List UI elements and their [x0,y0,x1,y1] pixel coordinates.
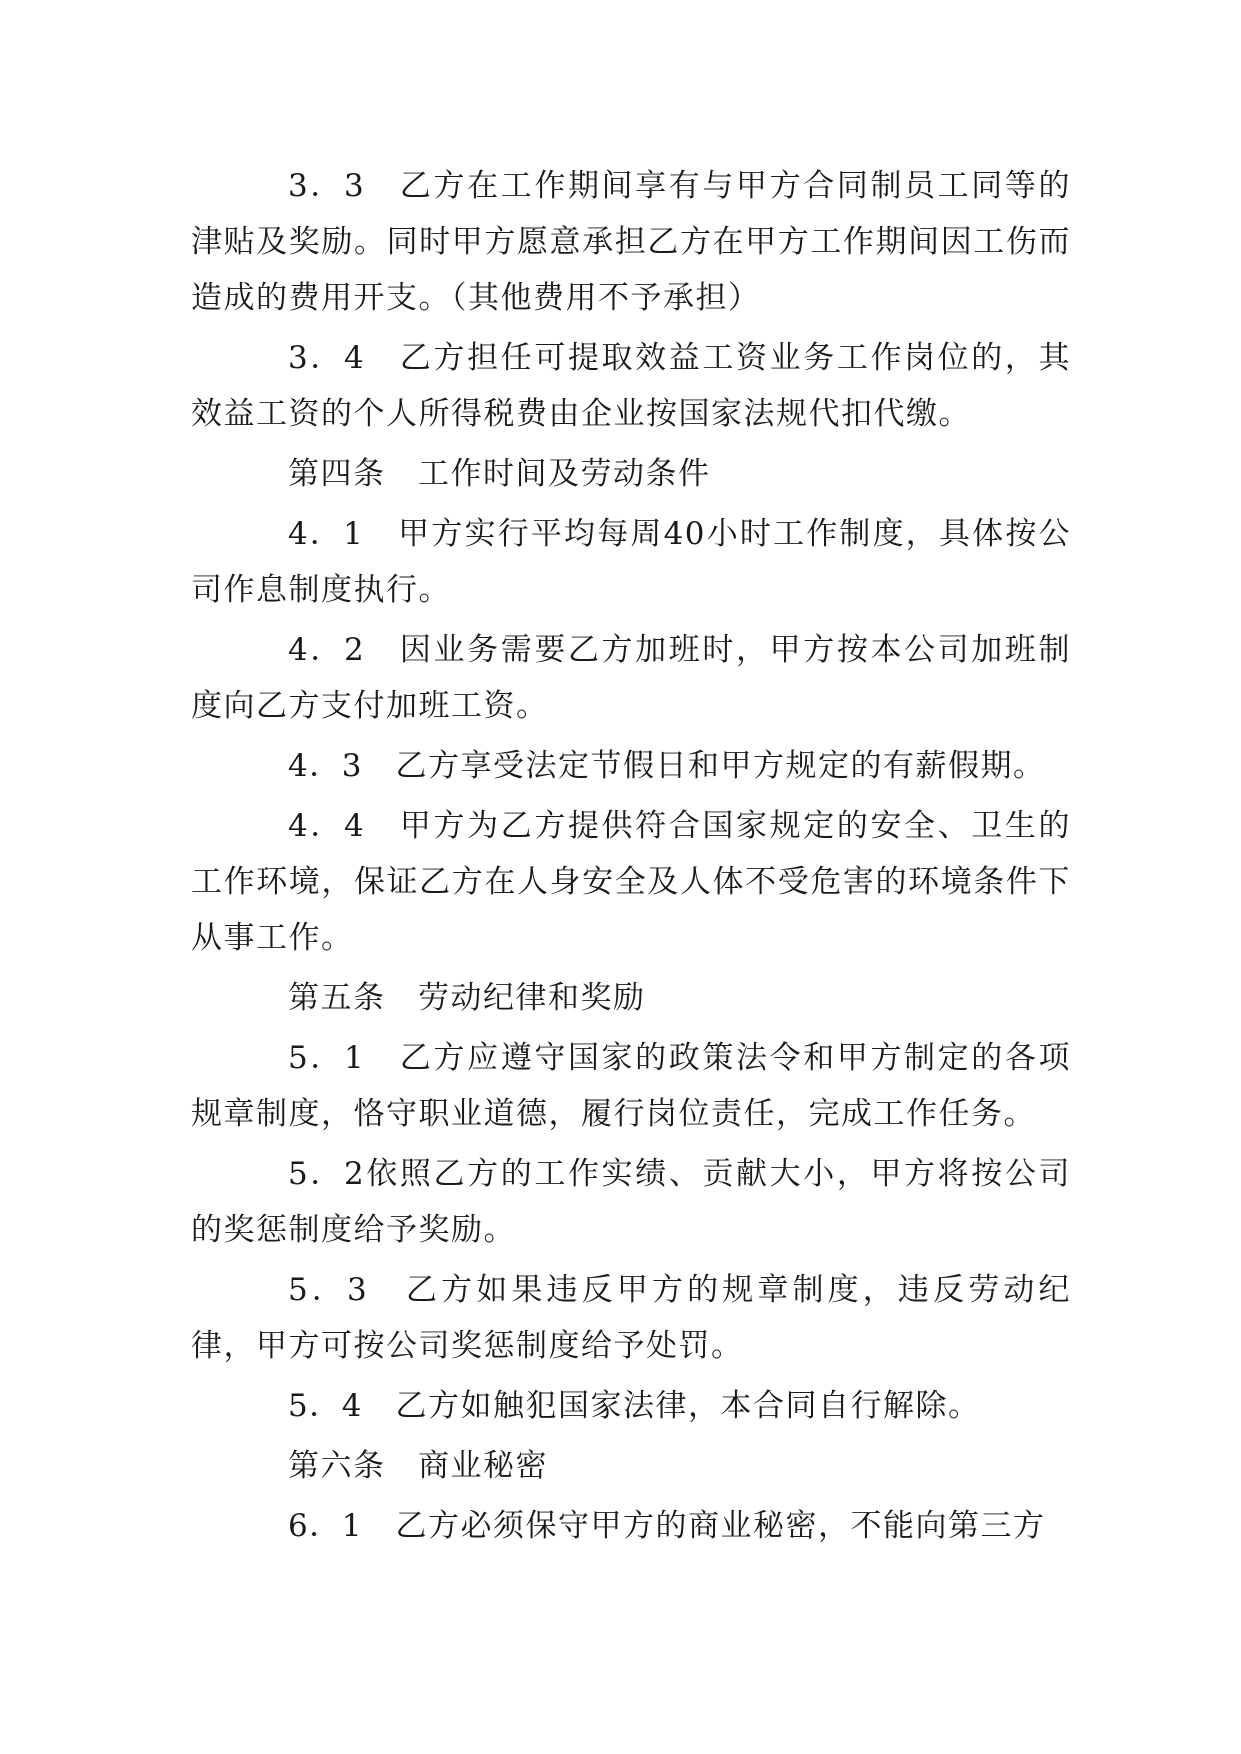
clause-5-4: 5．4 乙方如触犯国家法律，本合同自行解除。 [288,1388,981,1424]
clause-4-3: 4．3 乙方享受法定节假日和甲方规定的有薪假期。 [288,748,1046,784]
article-5-heading: 第五条 劳动纪律和奖励 [288,980,646,1016]
clause-3-4: 3．4 乙方担任可提取效益工资业务工作岗位的，其效益工资的个人所得税费由企业按国家法规代扣代缴。 [191,340,1071,432]
clause-4-1: 4．1 甲方实行平均每周40小时工作制度，具体按公司作息制度执行。 [191,516,1071,608]
clause-5-2: 5．2依照乙方的工作实绩、贡献大小，甲方将按公司的奖惩制度给予奖励。 [191,1156,1071,1248]
article-6-heading: 第六条 商业秘密 [288,1448,548,1484]
clause-3-3: 3．3 乙方在工作期间享有与甲方合同制员工同等的津贴及奖励。同时甲方愿意承担乙方在甲方工作期间因工伤而造成的费用开支。（其他费用不予承担） [191,168,1071,316]
clause-5-1: 5．1 乙方应遵守国家的政策法令和甲方制定的各项规章制度，恪守职业道德，履行岗位责任，完成工作任务。 [191,1040,1071,1132]
clause-4-2: 4．2 因业务需要乙方加班时，甲方按本公司加班制度向乙方支付加班工资。 [191,632,1071,724]
document-body [191,158,1071,1558]
article-4-heading: 第四条 工作时间及劳动条件 [288,456,711,492]
clause-4-4: 4．4 甲方为乙方提供符合国家规定的安全、卫生的工作环境，保证乙方在人身安全及人体不受危害的环境条件下从事工作。 [191,808,1071,956]
clause-6-1: 6．1 乙方必须保守甲方的商业秘密，不能向第三方 [288,1508,1046,1544]
clause-5-3: 5．3 乙方如果违反甲方的规章制度，违反劳动纪律，甲方可按公司奖惩制度给予处罚。 [191,1272,1071,1364]
